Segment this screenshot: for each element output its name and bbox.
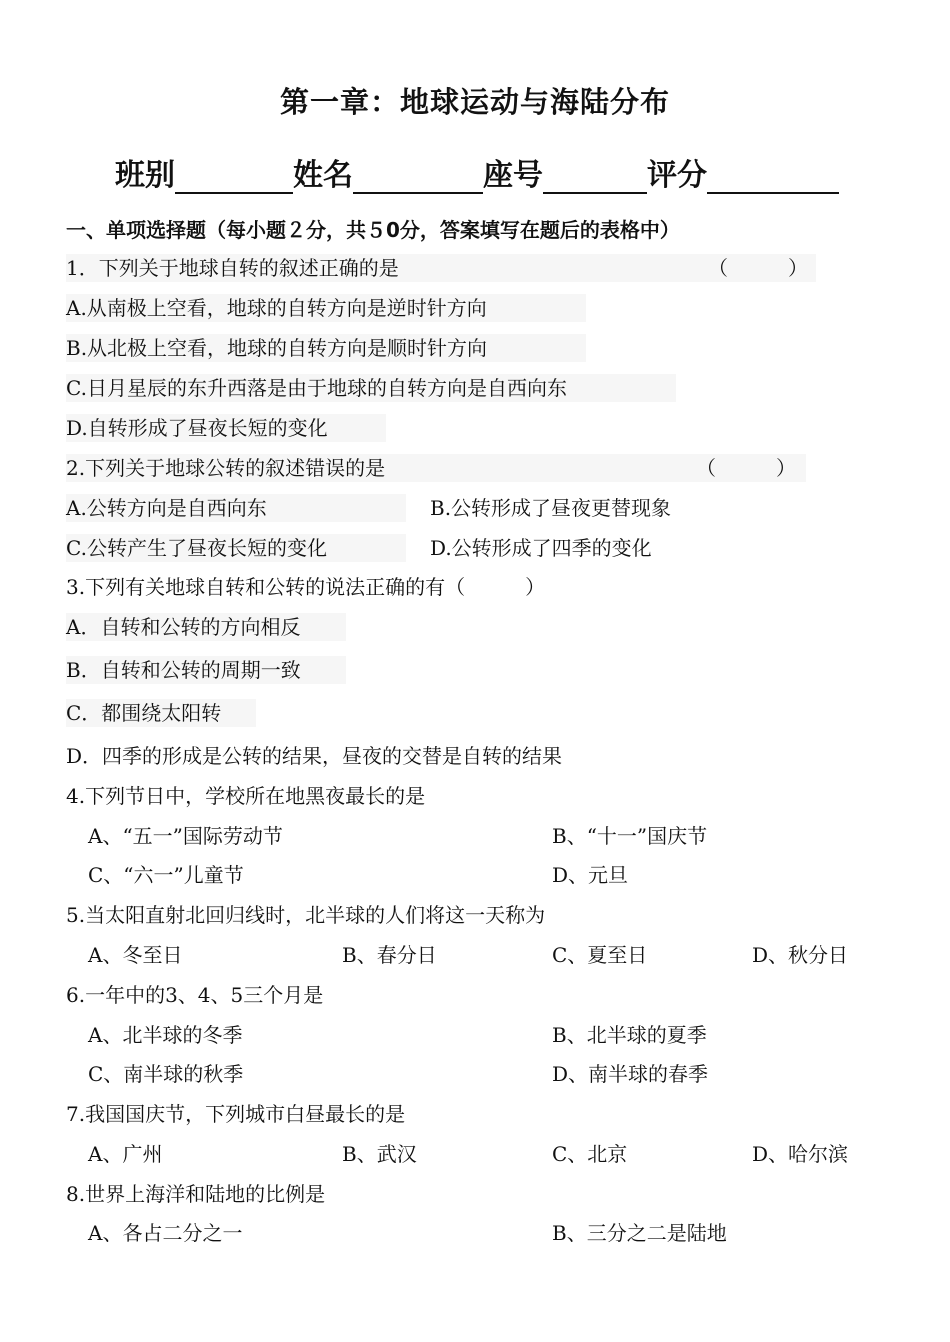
question-1-option-b: B.从北极上空看，地球的自转方向是顺时针方向 (66, 334, 586, 362)
question-6-option-c: C、南半球的秋季 (88, 1062, 244, 1086)
question-2-option-a: A.公转方向是自西向东 (66, 494, 406, 522)
question-8-stem: 8.世界上海洋和陆地的比例是 (66, 1182, 326, 1206)
question-6-option-d: D、南半球的春季 (552, 1062, 709, 1086)
question-1-option-d: D.自转形成了昼夜长短的变化 (66, 414, 386, 442)
seat-label: 座号 (483, 158, 543, 193)
question-2-stem: 2.下列关于地球公转的叙述错误的是 (66, 454, 806, 482)
question-3-option-b: B．自转和公转的周期一致 (66, 656, 346, 684)
question-5-option-d: D、秋分日 (752, 943, 849, 967)
page-title: 第一章：地球运动与海陆分布 (279, 85, 670, 119)
class-label: 班别 (115, 158, 175, 193)
question-4-option-c: C、“六一”儿童节 (88, 863, 244, 887)
question-3-stem: 3.下列有关地球自转和公转的说法正确的有（ ） (66, 575, 546, 599)
question-6-option-b: B、北半球的夏季 (552, 1023, 707, 1047)
question-1-stem: 1．下列关于地球自转的叙述正确的是 (66, 254, 816, 282)
question-4-option-a: A、“五一”国际劳动节 (88, 824, 283, 848)
question-7-option-b: B、武汉 (342, 1142, 417, 1166)
question-3-option-d: D．四季的形成是公转的结果，昼夜的交替是自转的结果 (66, 744, 563, 768)
question-2-answer-paren[interactable]: （ ） (696, 456, 796, 480)
score-label: 评分 (647, 158, 707, 193)
class-blank[interactable] (175, 158, 293, 194)
question-1-option-a: A.从南极上空看，地球的自转方向是逆时针方向 (66, 294, 586, 322)
question-1-answer-paren[interactable]: （ ） (708, 256, 808, 280)
name-label: 姓名 (293, 158, 353, 193)
question-1-option-c: C.日月星辰的东升西落是由于地球的自转方向是自西向东 (66, 374, 676, 402)
question-4-option-b: B、“十一”国庆节 (552, 824, 708, 848)
question-6-option-a: A、北半球的冬季 (88, 1023, 243, 1047)
question-4-stem: 4.下列节日中，学校所在地黑夜最长的是 (66, 784, 426, 808)
question-8-option-b: B、三分之二是陆地 (552, 1221, 727, 1245)
question-5-option-c: C、夏至日 (552, 943, 648, 967)
question-3-option-a: A．自转和公转的方向相反 (66, 613, 346, 641)
question-2-option-c: C.公转产生了昼夜长短的变化 (66, 534, 406, 562)
question-7-option-c: C、北京 (552, 1142, 628, 1166)
question-3-option-c: C．都围绕太阳转 (66, 699, 256, 727)
student-info-row (115, 150, 839, 193)
question-6-stem: 6.一年中的3、4、5三个月是 (66, 983, 324, 1007)
question-7-option-d: D、哈尔滨 (752, 1142, 849, 1166)
question-8-option-a: A、各占二分之一 (88, 1221, 243, 1245)
score-blank[interactable] (707, 158, 839, 194)
seat-blank[interactable] (543, 158, 647, 194)
question-5-stem: 5.当太阳直射北回归线时，北半球的人们将这一天称为 (66, 903, 546, 927)
question-4-option-d: D、元旦 (552, 863, 629, 887)
question-2-option-d: D.公转形成了四季的变化 (430, 536, 652, 560)
question-5-option-a: A、冬至日 (88, 943, 183, 967)
question-7-option-a: A、广州 (88, 1142, 163, 1166)
question-2-option-b: B.公转形成了昼夜更替现象 (430, 496, 672, 520)
name-blank[interactable] (353, 158, 483, 194)
question-7-stem: 7.我国国庆节，下列城市白昼最长的是 (66, 1102, 406, 1126)
question-5-option-b: B、春分日 (342, 943, 437, 967)
section-title: 一、单项选择题（每小题２分，共５0分，答案填写在题后的表格中） (66, 218, 680, 242)
